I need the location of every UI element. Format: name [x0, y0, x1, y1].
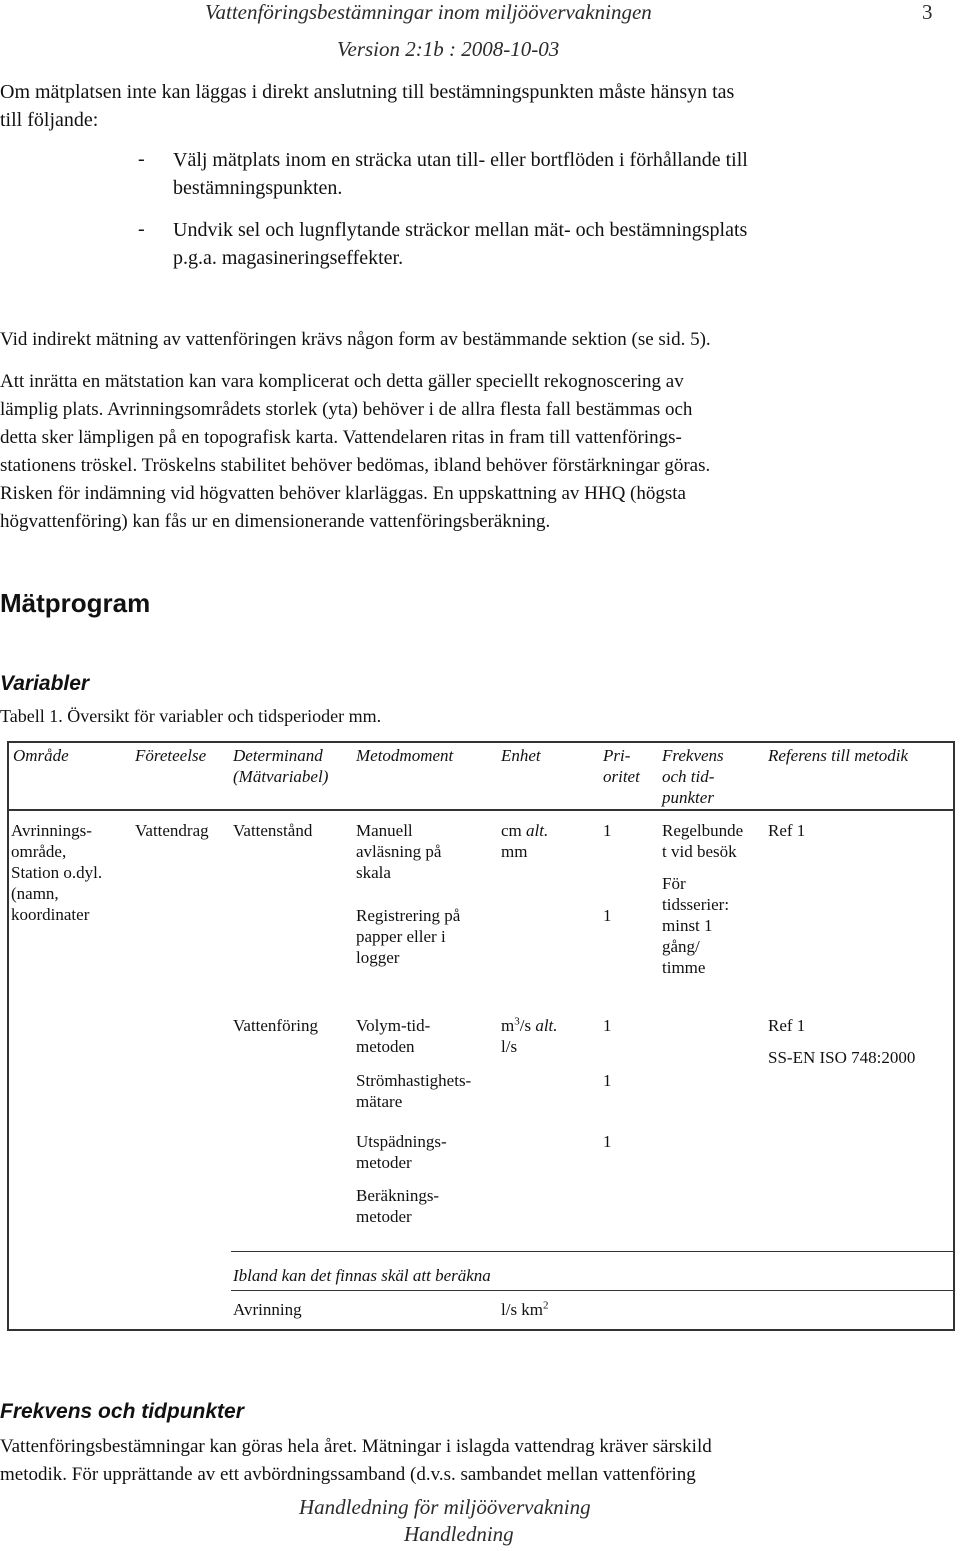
- metod-line: Utspädnings-: [356, 1132, 447, 1151]
- cell-referens: Ref 1: [768, 1016, 806, 1035]
- variables-table: [7, 741, 955, 1331]
- cell-frekvens-tidsserier: [662, 873, 729, 978]
- header-referens: Referens till metodik: [768, 746, 909, 765]
- metod-line: logger: [356, 948, 400, 967]
- cell-metod-berakning: [356, 1185, 439, 1227]
- cell-enhet-avrinning: [501, 1299, 549, 1320]
- header-metodmoment: Metodmoment: [356, 746, 454, 765]
- bullet-dash: -: [138, 148, 145, 170]
- header-foreteelse: Företeelse: [135, 746, 207, 765]
- cell-prio: 1: [603, 906, 612, 925]
- header-frekvens-line: Frekvens: [662, 746, 724, 765]
- omrade-line: Station o.dyl.: [11, 863, 103, 882]
- header-omrade: Område: [13, 746, 69, 765]
- table-caption: Tabell 1. Översikt för variabler och tidsperioder mm.: [0, 706, 382, 726]
- heading-frekvens: Frekvens och tidpunkter: [0, 1400, 244, 1423]
- metod-line: skala: [356, 863, 391, 882]
- paragraph-line: metodik. För upprättande av ett avbördningssamband (d.v.s. sambandet mellan vattenföring: [0, 1464, 696, 1485]
- cell-prio: 1: [603, 1071, 612, 1090]
- version-line: Version 2:1b : 2008-10-03: [337, 37, 560, 61]
- enhet-superscript: 3: [514, 1015, 520, 1028]
- omrade-line: område,: [11, 842, 67, 861]
- paragraph-line: detta sker lämpligen på en topografisk karta. Vattendelaren ritas in fram till vattenförings-: [0, 427, 682, 448]
- header-frekvens-line: och tid-: [662, 767, 715, 786]
- metod-line: avläsning på: [356, 842, 442, 861]
- paragraph-line: stationens tröskel. Tröskelns stabilitet behöver bedömas, ibland behöver förstärkningar göras.: [0, 455, 711, 476]
- frekvens-line: minst 1: [662, 916, 713, 935]
- metod-line: Volym-tid-: [356, 1016, 431, 1035]
- header-determinand: [233, 745, 328, 787]
- header-determinand-line: Determinand: [233, 746, 323, 765]
- metod-line: metoder: [356, 1153, 412, 1172]
- cell-ibland: Ibland kan det finnas skäl att beräkna: [233, 1266, 491, 1285]
- bullet-2-line-2: p.g.a. magasineringseffekter.: [173, 247, 404, 269]
- paragraph-line: högvattenföring) kan fås ur en dimensionerande vattenföringsberäkning.: [0, 511, 551, 532]
- cell-metod-utspadning: [356, 1131, 447, 1173]
- cell-vattenstand: Vattenstånd: [233, 821, 313, 840]
- paragraph-frekvens: [0, 1433, 712, 1489]
- enhet-unit: /s: [519, 1016, 532, 1035]
- enhet-alt: alt.: [526, 821, 549, 840]
- cell-foreteelse: Vattendrag: [135, 821, 209, 840]
- intro-line-1: Om mätplatsen inte kan läggas i direkt anslutning till bestämningspunkten måste hänsyn tas: [0, 81, 735, 103]
- cell-metod-stromhastighet: [356, 1070, 471, 1112]
- header-frekvens: [662, 745, 724, 808]
- table-row-rule: [231, 1251, 953, 1252]
- cell-prio: 1: [603, 1016, 612, 1035]
- cell-metod-registrering: [356, 905, 460, 968]
- paragraph-indirect: Vid indirekt mätning av vattenföringen krävs någon form av bestämmande sektion (se sid. 5).: [0, 329, 711, 350]
- metod-line: metoden: [356, 1037, 415, 1056]
- omrade-line: (namn,: [11, 884, 59, 903]
- running-header-title: Vattenföringsbestämningar inom miljöövervakningen: [205, 0, 652, 24]
- metod-line: Beräknings-: [356, 1186, 440, 1205]
- frekvens-line: tidsserier:: [662, 895, 730, 914]
- omrade-line: koordinater: [11, 905, 90, 924]
- header-prioritet-line: oritet: [603, 767, 640, 786]
- header-prioritet: [603, 745, 640, 787]
- paragraph-line: Vattenföringsbestämningar kan göras hela året. Mätningar i islagda vattendrag kräver särskild: [0, 1436, 712, 1457]
- header-prioritet-line: Pri-: [603, 746, 631, 765]
- enhet-unit: mm: [501, 842, 528, 861]
- metod-line: papper eller i: [356, 927, 446, 946]
- cell-enhet-vattenforing: [501, 1015, 558, 1057]
- metod-line: metoder: [356, 1207, 412, 1226]
- frekvens-line: gång/: [662, 937, 700, 956]
- header-determinand-line: (Mätvariabel): [233, 767, 329, 786]
- cell-prio: 1: [603, 1132, 612, 1151]
- cell-enhet-vattenstand: [501, 820, 548, 862]
- cell-avrinning: Avrinning: [233, 1300, 302, 1319]
- metod-line: Strömhastighets-: [356, 1071, 472, 1090]
- cell-metod-volymtid: [356, 1015, 430, 1057]
- frekvens-line: För: [662, 874, 686, 893]
- frekvens-line: Regelbunde: [662, 821, 744, 840]
- enhet-unit: l/s: [501, 1037, 518, 1056]
- frekvens-line: timme: [662, 958, 706, 977]
- paragraph-station: [0, 368, 960, 536]
- header-frekvens-line: punkter: [662, 788, 714, 807]
- bullet-1-line-2: bestämningspunkten.: [173, 177, 343, 199]
- table-row-rule: [231, 1290, 953, 1291]
- heading-matprogram: Mätprogram: [0, 588, 151, 618]
- frekvens-line: t vid besök: [662, 842, 737, 861]
- cell-referens: Ref 1: [768, 821, 806, 840]
- footer-line-1: Handledning för miljöövervakning: [299, 1495, 591, 1519]
- cell-vattenforing: Vattenföring: [233, 1016, 318, 1035]
- table-header-rule: [9, 809, 953, 811]
- enhet-unit: l/s km: [501, 1300, 544, 1319]
- cell-prio: 1: [603, 821, 612, 840]
- bullet-dash: -: [138, 218, 145, 240]
- cell-referens-standard: SS-EN ISO 748:2000: [768, 1048, 916, 1067]
- enhet-superscript: 2: [543, 1299, 549, 1312]
- heading-variabler: Variabler: [0, 672, 90, 695]
- cell-frekvens-besok: [662, 820, 743, 862]
- paragraph-line: Att inrätta en mätstation kan vara komplicerat och detta gäller speciellt rekognoscering av: [0, 371, 684, 392]
- footer-line-2: Handledning: [404, 1522, 514, 1546]
- cell-metod-manuell: [356, 820, 441, 883]
- enhet-unit: cm: [501, 821, 522, 840]
- enhet-unit: m: [501, 1016, 515, 1035]
- paragraph-line: lämplig plats. Avrinningsområdets storlek (yta) behöver i de allra flesta fall bestämmas och: [0, 399, 693, 420]
- bullet-2-line-1: Undvik sel och lugnflytande sträckor mellan mät- och bestämningsplats: [173, 219, 748, 241]
- intro-line-2: till följande:: [0, 109, 99, 131]
- page-number: 3: [922, 0, 933, 24]
- bullet-1-line-1: Välj mätplats inom en sträcka utan till- eller bortflöden i förhållande till: [173, 149, 748, 171]
- paragraph-line: Risken för indämning vid högvatten behöver klarläggas. En uppskattning av HHQ (högsta: [0, 483, 686, 504]
- enhet-alt: alt.: [535, 1016, 558, 1035]
- header-enhet: Enhet: [501, 746, 541, 765]
- cell-omrade: [11, 820, 102, 925]
- omrade-line: Avrinnings-: [11, 821, 92, 840]
- metod-line: Registrering på: [356, 906, 461, 925]
- metod-line: mätare: [356, 1092, 403, 1111]
- metod-line: Manuell: [356, 821, 413, 840]
